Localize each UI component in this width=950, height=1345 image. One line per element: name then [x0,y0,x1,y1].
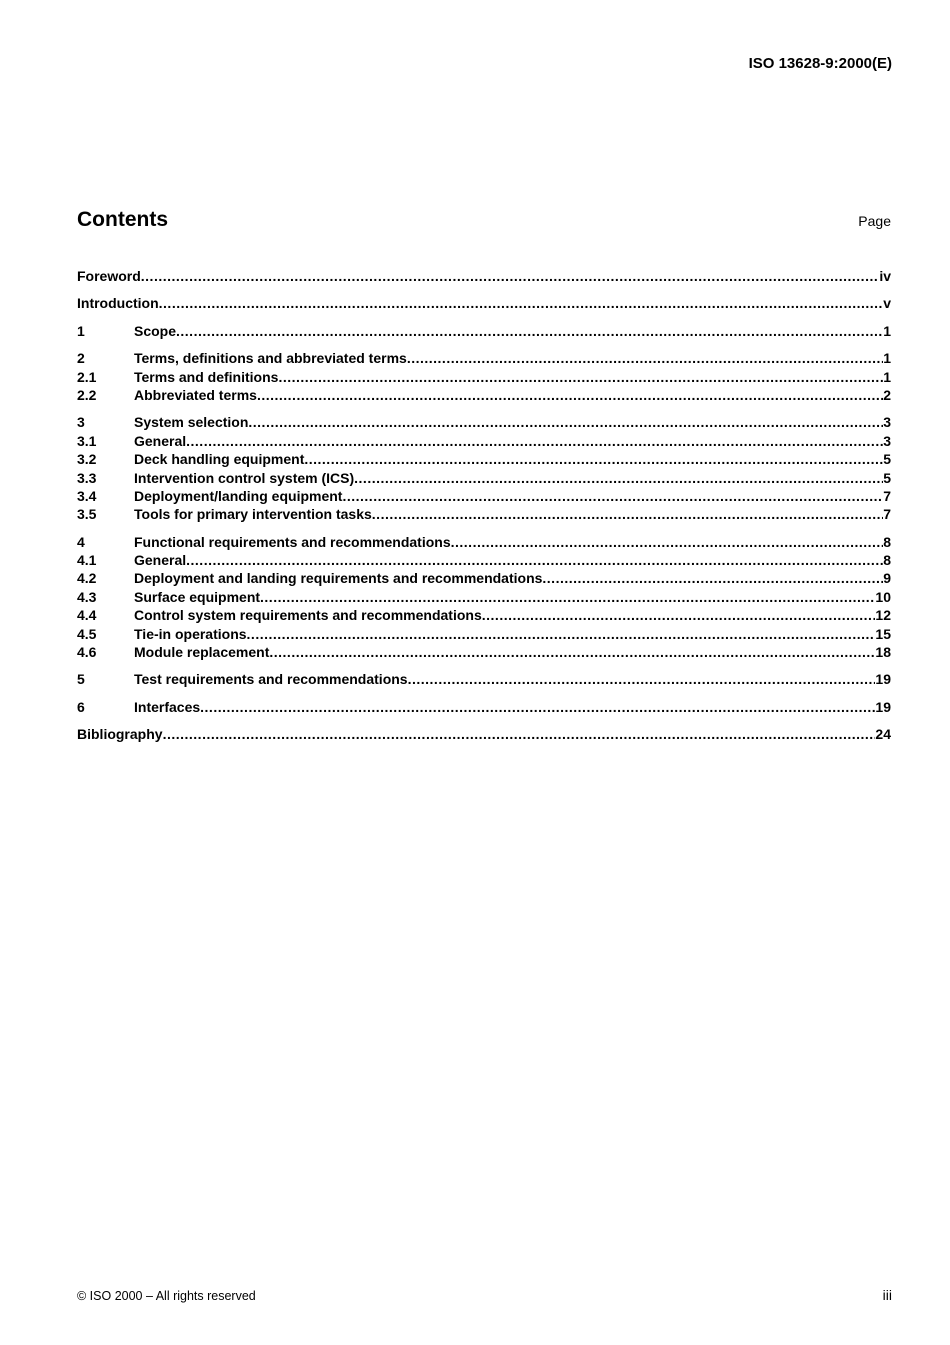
toc-entry-number: 4.4 [77,607,97,624]
toc-entry-page: 10 [875,588,891,605]
toc-entry-title: Deck handling equipment [134,451,305,468]
toc-entry-title: Deployment and landing requirements and recommendations [134,570,543,587]
toc-entry[interactable] [77,488,891,506]
toc-entry-page: 7 [883,487,891,504]
toc-entry-number: 5 [77,671,85,688]
toc-entry-number: 2.1 [77,368,97,385]
toc-entry-page: 12 [875,607,891,624]
toc-entry-title: Interfaces [134,698,201,715]
toc-group [77,534,891,663]
toc-entry-number: 4.3 [77,588,97,605]
toc-entry-page: 8 [883,533,891,550]
toc-entry-number: 4.6 [77,644,97,661]
toc-entry[interactable] [77,470,891,488]
toc-group [77,414,891,524]
page-number: iii [882,1287,892,1303]
toc-entry-number: 4.1 [77,552,97,569]
toc-group [77,726,891,744]
toc-entry-page: 24 [875,726,891,743]
toc-entry-title: System selection [134,414,249,431]
toc-entry-title: Terms and definitions [134,368,279,385]
toc-entry-page: 3 [883,432,891,449]
toc-entry-number: 6 [77,698,85,715]
toc-entry-number: 4 [77,533,85,550]
toc-dot-leader [200,699,875,715]
toc-entry-number: 3.3 [77,469,97,486]
toc-entry[interactable] [77,671,891,689]
toc-entry-page: 19 [875,698,891,715]
toc-dot-leader [542,570,883,586]
toc-dot-leader [186,552,883,568]
toc-group [77,268,891,286]
toc-entry[interactable] [77,414,891,432]
toc-entry[interactable] [77,323,891,341]
toc-entry[interactable] [77,570,891,588]
toc-entry-number: 3 [77,414,85,431]
toc-dot-leader [407,350,883,366]
toc-entry-page: 8 [883,552,891,569]
toc-dot-leader [159,295,884,311]
toc-entry[interactable] [77,534,891,552]
toc-dot-leader [304,451,883,467]
toc-group [77,295,891,313]
toc-group [77,323,891,341]
toc-entry[interactable] [77,506,891,524]
toc-entry-page: 5 [883,451,891,468]
toc-entry-page: v [883,295,891,312]
toc-entry[interactable] [77,726,891,744]
toc-entry-title: Abbreviated terms [134,386,257,403]
toc-entry-page: 15 [875,625,891,642]
toc-entry-number: 3.4 [77,487,97,504]
toc-entry-title: Introduction [77,295,159,312]
toc-entry-title: Scope [134,322,177,339]
toc-dot-leader [260,589,875,605]
toc-entry-number: 1 [77,322,85,339]
toc-dot-leader [408,671,876,687]
toc-dot-leader [372,506,883,522]
toc-entry[interactable] [77,268,891,286]
page-column-label: Page [858,213,891,229]
toc-entry-page: 18 [875,644,891,661]
toc-entry[interactable] [77,699,891,717]
toc-entry[interactable] [77,295,891,313]
toc-entry-title: Test requirements and recommendations [134,671,408,688]
toc-entry-title: General [134,552,187,569]
toc-dot-leader [141,268,880,284]
toc-dot-leader [269,644,875,660]
copyright-notice: © ISO 2000 – All rights reserved [77,1289,256,1303]
toc-entry[interactable] [77,350,891,368]
toc-entry-page: 1 [883,350,891,367]
toc-entry[interactable] [77,644,891,662]
toc-entry-title: Control system requirements and recommendations [134,607,482,624]
toc-entry-page: 5 [883,469,891,486]
toc-dot-leader [342,488,883,504]
toc-dot-leader [186,433,883,449]
table-of-contents [77,268,891,754]
document-id: ISO 13628-9:2000(E) [748,55,892,72]
toc-entry[interactable] [77,626,891,644]
toc-entry-page: 9 [883,570,891,587]
toc-entry-page: 19 [875,671,891,688]
toc-entry-title: Module replacement [134,644,270,661]
toc-entry[interactable] [77,607,891,625]
toc-entry-page: 1 [883,368,891,385]
toc-entry-title: Tools for primary intervention tasks [134,506,372,523]
toc-entry[interactable] [77,552,891,570]
toc-entry-page: 3 [883,414,891,431]
toc-entry[interactable] [77,451,891,469]
toc-dot-leader [451,534,884,550]
toc-dot-leader [247,626,876,642]
toc-entry-title: Bibliography [77,726,163,743]
toc-group [77,699,891,717]
toc-dot-leader [482,607,876,623]
toc-entry[interactable] [77,589,891,607]
toc-dot-leader [176,323,883,339]
toc-entry-page: 2 [883,386,891,403]
toc-entry-title: General [134,432,187,449]
toc-entry-number: 3.2 [77,451,97,468]
toc-entry-title: Tie-in operations [134,625,247,642]
contents-title: Contents [77,208,168,231]
toc-entry-number: 4.5 [77,625,97,642]
toc-group [77,671,891,689]
toc-entry-title: Foreword [77,268,141,284]
toc-dot-leader [278,369,883,385]
toc-entry-title: Intervention control system (ICS) [134,469,355,486]
toc-dot-leader [163,726,876,742]
toc-entry-title: Deployment/landing equipment [134,487,343,504]
toc-entry-number: 2.2 [77,386,97,403]
contents-header [77,208,891,232]
toc-entry[interactable] [77,387,891,405]
toc-entry[interactable] [77,369,891,387]
toc-entry-number: 3.1 [77,432,97,449]
toc-entry[interactable] [77,433,891,451]
toc-entry-page: 1 [883,322,891,339]
toc-entry-number: 3.5 [77,506,97,523]
toc-dot-leader [248,414,883,430]
toc-dot-leader [354,470,883,486]
toc-dot-leader [257,387,883,403]
toc-entry-page: 7 [883,506,891,523]
toc-group [77,350,891,405]
toc-entry-number: 4.2 [77,570,97,587]
toc-entry-title: Functional requirements and recommendations [134,533,451,550]
toc-entry-number: 2 [77,350,85,367]
toc-entry-title: Terms, definitions and abbreviated terms [134,350,407,367]
toc-entry-page: iv [879,268,891,284]
toc-entry-title: Surface equipment [134,588,261,605]
